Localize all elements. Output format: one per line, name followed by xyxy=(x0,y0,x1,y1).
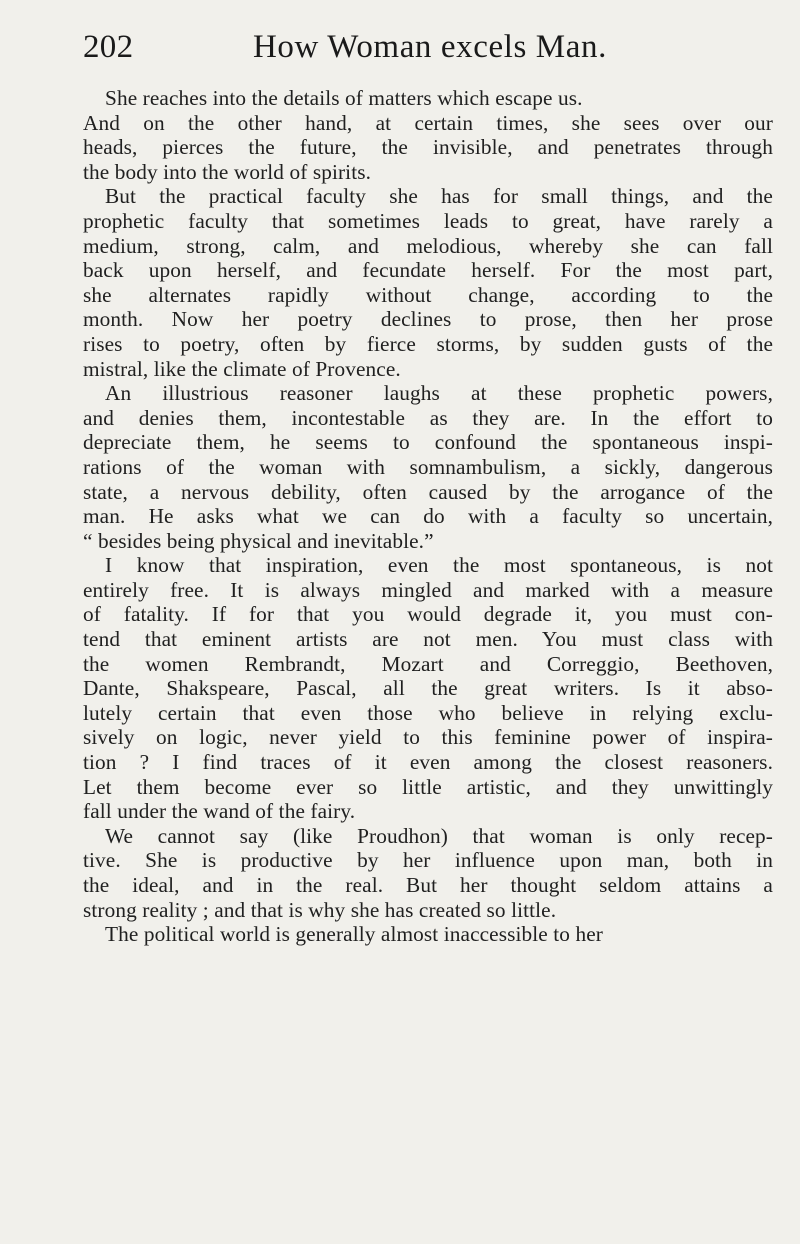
text-line: man. He asks what we can do with a faculty so uncertain, xyxy=(83,504,773,529)
text-line: month. Now her poetry declines to prose, then her prose xyxy=(83,307,773,332)
text-line: state, a nervous debility, often caused by the arrogance of the xyxy=(83,479,773,504)
text-line: She reaches into the details of matters which escape us. xyxy=(105,86,583,110)
text-line: lutely certain that even those who believe in relying exclu- xyxy=(83,700,773,725)
running-head xyxy=(83,22,763,72)
text-line: and denies them, incontestable as they are. In the effort to xyxy=(83,405,773,430)
text-line: depreciate them, he seems to confound the spontaneous inspi- xyxy=(83,430,773,455)
text-line: We cannot say (like Proudhon) that woman is only recep- xyxy=(105,823,773,848)
text-line: And on the other hand, at certain times, she sees over our xyxy=(83,110,773,135)
text-line: tive. She is productive by her influence upon man, both in xyxy=(83,848,773,873)
text-line: the women Rembrandt, Mozart and Correggio, Beethoven, xyxy=(83,651,773,676)
text-line: the body into the world of spirits. xyxy=(83,159,372,184)
text-line: back upon herself, and fecundate herself. For the most part, xyxy=(83,258,773,283)
body-text xyxy=(83,86,773,947)
running-title: How Woman excels Man. xyxy=(253,29,607,65)
text-line: tend that eminent artists are not men. You must class with xyxy=(83,627,773,652)
text-line: entirely free. It is always mingled and marked with a measure xyxy=(83,577,773,602)
text-line: rations of the woman with somnambulism, a sickly, dangerous xyxy=(83,454,773,479)
text-line: fall under the wand of the fairy. xyxy=(83,799,356,824)
text-line: An illustrious reasoner laughs at these prophetic powers, xyxy=(105,381,773,406)
text-line: “ besides being physical and inevitable.” xyxy=(83,528,434,553)
text-line: of fatality. If for that you would degrade it, you must con- xyxy=(83,602,773,627)
text-line: she alternates rapidly without change, according to the xyxy=(83,282,773,307)
text-line: But the practical faculty she has for small things, and the xyxy=(105,184,773,209)
text-line: rises to poetry, often by fierce storms, by sudden gusts of the xyxy=(83,331,773,356)
text-line: Let them become ever so little artistic, and they unwittingly xyxy=(83,774,773,799)
text-line: tion ? I find traces of it even among the closest reasoners. xyxy=(83,750,773,775)
text-line: strong reality ; and that is why she has created so little. xyxy=(83,897,557,922)
text-line: The political world is generally almost inaccessible to her xyxy=(105,922,603,947)
text-line: mistral, like the climate of Provence. xyxy=(83,356,401,381)
page-number: 202 xyxy=(83,29,134,65)
text-line: prophetic faculty that sometimes leads to great, have rarely a xyxy=(83,208,773,233)
text-line: I know that inspiration, even the most spontaneous, is not xyxy=(105,553,773,578)
text-line: sively on logic, never yield to this feminine power of inspira- xyxy=(83,725,773,750)
text-line: the ideal, and in the real. But her thought seldom attains a xyxy=(83,873,773,897)
text-line: medium, strong, calm, and melodious, whereby she can fall xyxy=(83,233,773,258)
text-line: Dante, Shakspeare, Pascal, all the great writers. Is it abso- xyxy=(83,676,773,701)
text-line: heads, pierces the future, the invisible, and penetrates through xyxy=(83,135,773,160)
